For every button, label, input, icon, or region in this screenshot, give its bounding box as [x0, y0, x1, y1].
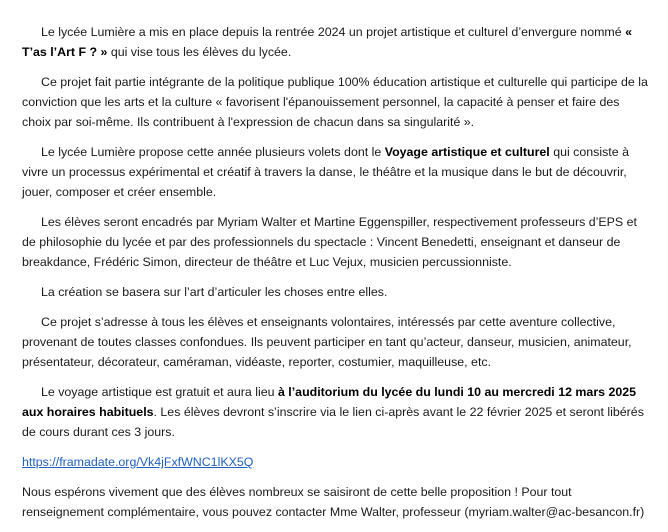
event-location-dates: à l’auditorium du lycée du lundi 10 au mercredi 12 mars 2025 aux horaires habituels [22, 385, 637, 419]
paragraph-dates [22, 382, 648, 442]
paragraph-volets-text: Le lycée Lumière propose cette année plusieurs volets dont le [41, 145, 385, 159]
paragraph-volets-end: qui consiste à vivre un processus expérimental et créatif à travers la danse, le théâtre et la musique dans le but de découvrir, jouer, composer et créer ensemble. [22, 145, 629, 199]
paragraph-dates-end: . Les élèves devront s’inscrire via le lien ci-après avant le 22 février 2025 et seront libérés de cours durant ces 3 jours. [22, 405, 644, 439]
voyage-title: Voyage artistique et culturel [384, 145, 550, 159]
paragraph-encadrement: Les élèves seront encadrés par Myriam Walter et Martine Eggenspiller, respectivement professeurs d’EPS et de philosophie du lycée et par des professionnels du spectacle : Vincent Benedetti, enseignant et danseur de breakdance, Frédéric Simon, directeur de théâtre et Luc Vejux, musicien percussionniste. [22, 215, 637, 269]
paragraph-creation: La création se basera sur l’art d’articuler les choses entre elles. [41, 285, 388, 299]
paragraph-intro-text: Le lycée Lumière a mis en place depuis la rentrée 2024 un projet artistique et culturel d’envergure nommé [41, 25, 626, 39]
project-name: « T’as l’Art F ? » [22, 25, 632, 59]
paragraph-dates-text: Le voyage artistique est gratuit et aura lieu [41, 385, 278, 399]
paragraph-contact: Nous espérons vivement que des élèves nombreux se saisiront de cette belle proposition ! Pour tout renseignement complémentaire, vous pouvez contacter Mme Walter, professeur (myriam.walter@ac-besancon.fr) [22, 485, 645, 519]
framadate-link[interactable]: https://framadate.org/Vk4jFxfWNC1lKX5Q [22, 455, 254, 469]
paragraph-volets [22, 142, 648, 202]
paragraph-intro-end: qui vise tous les élèves du lycée. [107, 45, 292, 59]
paragraph-link [22, 452, 648, 472]
paragraph-policy: Ce projet fait partie intégrante de la politique publique 100% éducation artistique et culturelle qui participe de la conviction que les arts et la culture « favorisent l'épanouissement personnel, la capacité à penser et faire des choix par soi-même. Ils contribuent à l'expression de chacun dans sa singularité ». [22, 75, 648, 129]
paragraph-intro [22, 22, 648, 62]
paragraph-audience: Ce projet s’adresse à tous les élèves et enseignants volontaires, intéressés par cette aventure collective, provenant de toutes classes confondues. Ils peuvent participer en tant qu’acteur, danseur, musicien, animateur, présentateur, décorateur, caméraman, vidéaste, reporter, costumier, maquilleuse, etc. [22, 315, 632, 369]
